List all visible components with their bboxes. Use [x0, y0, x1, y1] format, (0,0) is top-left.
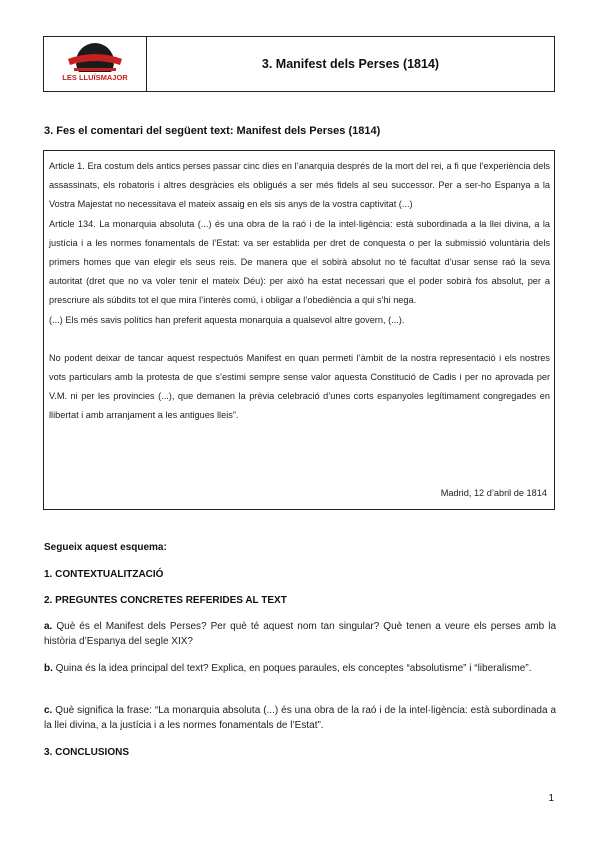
question-a: [44, 620, 556, 649]
text-closing: No podent deixar de tancar aquest respectuós Manifest en quan permeti l’àmbit de la nostra representació i els nostres vots particulars amb la protesta de que s’estimi sempre sense valor aquesta Constitució de Cadis i per no aprovada per V.M. ni per les provincies (...), que demanen la prèvia celebració d’unes corts espanyoles legítimament congregades en llibertat i amb arranjament a les antigues lleis”.: [49, 352, 550, 421]
question-b-text: Quina és la idea principal del text? Explica, en poques paraules, els conceptes “absolutisme” i “liberalisme”.: [55, 663, 532, 674]
question-c-letter: c.: [44, 705, 53, 716]
question-a-letter: a.: [44, 621, 53, 632]
source-text-box: [43, 150, 555, 510]
page-number: 1: [548, 793, 554, 804]
text-politics: (...) Els més savis polítics han preferit aquesta monarquia a qualsevol altre govern, (...).: [49, 314, 405, 325]
section-contextualitzacio: 1. CONTEXTUALITZACIÓ: [44, 569, 164, 580]
logo-cell: [44, 37, 147, 91]
logo-text: LES LLUÏSMAJOR: [62, 73, 128, 82]
section-title: 3. Fes el comentari del següent text: Manifest dels Perses (1814): [44, 125, 381, 137]
question-c: [44, 704, 556, 733]
page-title: 3. Manifest dels Perses (1814): [261, 57, 440, 71]
header-table: [43, 36, 555, 92]
question-b: [44, 662, 556, 677]
outline-intro: Segueix aquest esquema:: [44, 542, 167, 553]
question-c-text: Què significa la frase: “La monarquia absoluta (...) és una obra de la raó i de la intel·ligència: està subordinada a la llei divina, a la justícia i a les normes fonamentals de l’Estat”.: [44, 705, 557, 731]
section-conclusions: 3. CONCLUSIONS: [44, 747, 130, 758]
text-article-1: Article 1. Era costum dels antics perses passar cinc dies en l’anarquia després de la mort del rei, a fi que l’experiència dels assassinats, els robatoris i altres desgràcies els obligués a ser més fidels al seu successor. Per a ser-ho Espanya a la Vostra Majestat no necessitava el mateix assaig en els sis anys de la vostra captivitat (...): [49, 161, 550, 210]
question-a-text: Què és el Manifest dels Perses? Per què té aquest nom tan singular? Què tenen a veure els perses amb la història d’Espanya del segle XIX?: [44, 621, 557, 647]
text-article-134: Article 134. La monarquia absoluta (...) és una obra de la raó i de la intel·ligència: està subordinada a la llei divina, a la justícia i a les normes fonamentals de l’Estat: va ser establida per dret de conquesta o per la submissió voluntària dels primers homes que van elegir els seus reis. De manera que el sobirà absolut no té facultat d’usar sense raó la seva autoritat (dret que no va voler tenir el mateix Déu): per això ha estat necessari que el poder sobirà fos absolut, per a prescriure als súbdits tot el que mira l’interès comú, i obligar a l’obediència a qui s’hi nega.: [49, 218, 550, 306]
school-logo: [60, 41, 130, 87]
text-signature: Madrid, 12 d’abril de 1814: [440, 488, 547, 498]
section-preguntes: 2. PREGUNTES CONCRETES REFERIDES AL TEXT: [44, 595, 287, 606]
question-b-letter: b.: [44, 663, 53, 674]
